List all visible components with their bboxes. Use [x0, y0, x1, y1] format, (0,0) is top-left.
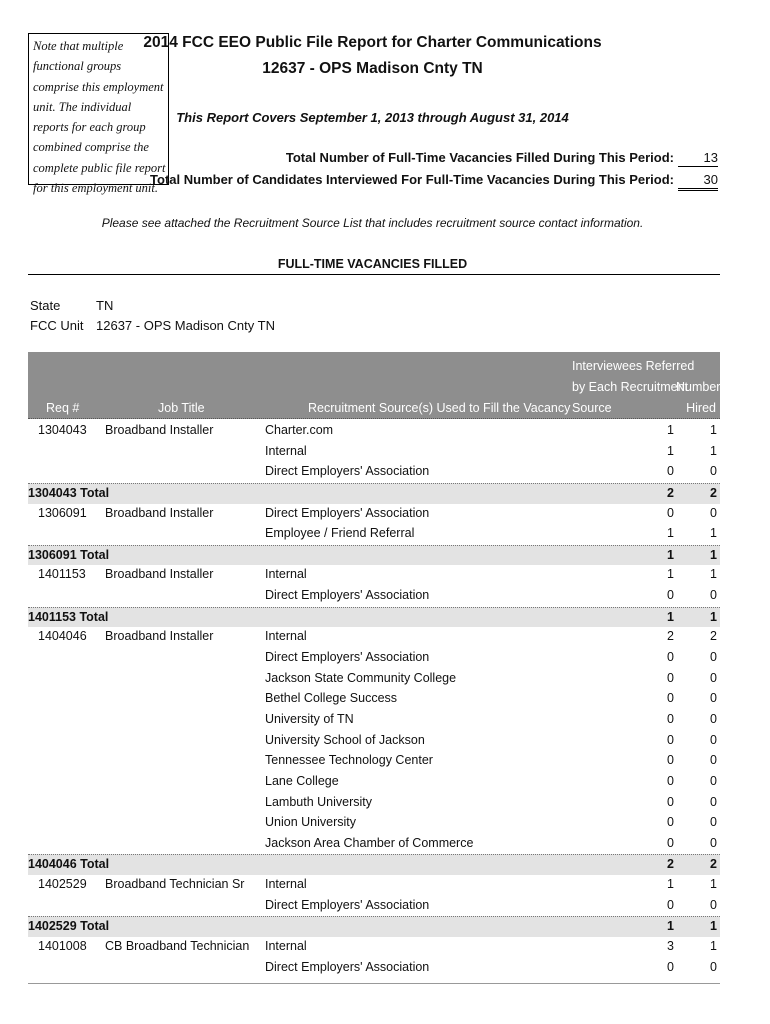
source-cell: Tennessee Technology Center: [265, 753, 433, 768]
header-hired-line1: Number: [676, 380, 721, 394]
req-total-cell: 1306091 Total: [28, 547, 110, 562]
source-cell: University School of Jackson: [265, 732, 425, 747]
header-job-title: Job Title: [158, 401, 205, 415]
hired-cell: 1: [710, 919, 717, 934]
hired-cell: 0: [710, 897, 717, 912]
job-title-cell: Broadband Technician Sr: [105, 877, 245, 892]
hired-cell: 0: [710, 835, 717, 850]
hired-cell: 1: [710, 877, 717, 892]
table-row: [28, 834, 720, 855]
section-divider: [28, 274, 720, 275]
interviewees-cell: 0: [667, 815, 674, 830]
interviewees-cell: 0: [667, 959, 674, 974]
req-cell: 1306091: [38, 505, 87, 520]
job-title-cell: Broadband Installer: [105, 423, 214, 437]
source-cell: Union University: [265, 815, 357, 830]
table-row: [28, 504, 720, 525]
header-req: Req #: [46, 401, 80, 415]
hired-cell: 0: [710, 794, 717, 809]
table-row: [28, 751, 720, 772]
header-hired-line2: Hired: [686, 401, 716, 415]
req-cell: 1402529: [38, 877, 87, 892]
interviewees-cell: 2: [667, 485, 674, 500]
interviewees-cell: 1: [667, 443, 674, 458]
interviewees-cell: 0: [667, 650, 674, 665]
source-cell: Internal: [265, 877, 307, 892]
header-recruitment-source: Recruitment Source(s) Used to Fill the Vacancy: [308, 401, 571, 415]
table-row: [28, 958, 720, 979]
report-period: This Report Covers September 1, 2013 through August 31, 2014: [176, 110, 569, 125]
candidates-value: 30: [678, 172, 718, 191]
source-cell: Direct Employers' Association: [265, 505, 430, 520]
state-label: State: [30, 298, 61, 313]
interviewees-cell: 0: [667, 464, 674, 479]
interviewees-cell: 2: [667, 629, 674, 644]
hired-cell: 2: [710, 857, 717, 872]
source-cell: Bethel College Success: [265, 691, 398, 706]
hired-cell: 1: [710, 547, 717, 562]
hired-cell: 0: [710, 815, 717, 830]
header-interviewees-line2: by Each Recruitment: [572, 380, 689, 394]
source-cell: Internal: [265, 629, 307, 644]
interviewees-cell: 0: [667, 691, 674, 706]
header-number-hired: [676, 377, 721, 419]
job-title-cell: Broadband Installer: [105, 505, 214, 520]
vacancies-value: 13: [678, 150, 718, 167]
total-row: [28, 854, 720, 875]
interviewees-cell: 0: [667, 588, 674, 603]
table-row: [28, 772, 720, 793]
hired-cell: 1: [710, 939, 717, 954]
hired-cell: 0: [710, 959, 717, 974]
hired-cell: 0: [710, 732, 717, 747]
table-row: [28, 565, 720, 586]
req-total-cell: 1304043 Total: [28, 485, 110, 500]
table-row: [28, 524, 720, 545]
source-cell: Jackson Area Chamber of Commerce: [265, 835, 474, 850]
report-title: 2014 FCC EEO Public File Report for Charter Communications: [143, 34, 602, 51]
job-title-cell: Broadband Installer: [105, 567, 214, 582]
source-cell: Direct Employers' Association: [265, 650, 430, 665]
interviewees-cell: 0: [667, 835, 674, 850]
table-row: [28, 627, 720, 648]
table-row: [28, 421, 720, 442]
table-row: [28, 937, 720, 958]
hired-cell: 2: [710, 485, 717, 500]
hired-cell: 2: [710, 629, 717, 644]
hired-cell: 0: [710, 711, 717, 726]
interviewees-cell: 1: [667, 877, 674, 892]
interviewees-cell: 0: [667, 670, 674, 685]
fcc-unit-value: 12637 - OPS Madison Cnty TN: [96, 318, 275, 333]
fcc-unit-label: FCC Unit: [30, 318, 84, 333]
source-cell: Employee / Friend Referral: [265, 526, 415, 541]
source-cell: Direct Employers' Association: [265, 897, 430, 912]
total-row: [28, 607, 720, 628]
job-title-cell: CB Broadband Technician: [105, 939, 250, 954]
table-row: [28, 442, 720, 463]
vacancies-table: [28, 421, 720, 978]
hired-cell: 0: [710, 753, 717, 768]
source-cell: Direct Employers' Association: [265, 959, 430, 974]
req-cell: 1401008: [38, 939, 87, 954]
table-row: [28, 875, 720, 896]
interviewees-cell: 1: [667, 609, 674, 624]
table-row: [28, 462, 720, 483]
total-row: [28, 545, 720, 566]
table-row: [28, 648, 720, 669]
hired-cell: 0: [710, 505, 717, 520]
interviewees-cell: 0: [667, 711, 674, 726]
table-row: [28, 793, 720, 814]
hired-cell: 0: [710, 650, 717, 665]
recruitment-note: Please see attached the Recruitment Source List that includes recruitment source contact information.: [101, 216, 644, 230]
interviewees-cell: 1: [667, 526, 674, 541]
report-subtitle: 12637 - OPS Madison Cnty TN: [262, 60, 483, 77]
source-cell: Direct Employers' Association: [265, 464, 430, 479]
table-row: [28, 689, 720, 710]
table-row: [28, 710, 720, 731]
interviewees-cell: 1: [667, 919, 674, 934]
interviewees-cell: 1: [667, 547, 674, 562]
interviewees-cell: 3: [667, 939, 674, 954]
interviewees-cell: 0: [667, 753, 674, 768]
note-box: [28, 33, 169, 196]
hired-cell: 1: [710, 609, 717, 624]
table-row: [28, 813, 720, 834]
hired-cell: 1: [710, 423, 717, 437]
hired-cell: 0: [710, 464, 717, 479]
header-interviewees-line1: Interviewees Referred: [572, 359, 695, 373]
table-row: [28, 731, 720, 752]
job-title-cell: Broadband Installer: [105, 629, 214, 644]
total-row: [28, 916, 720, 937]
hired-cell: 0: [710, 588, 717, 603]
interviewees-cell: 2: [667, 857, 674, 872]
vacancies-label: Total Number of Full-Time Vacancies Filled During This Period:: [285, 150, 674, 165]
interviewees-cell: 0: [667, 794, 674, 809]
source-cell: Internal: [265, 443, 307, 458]
table-row: [28, 896, 720, 917]
total-row: [28, 483, 720, 504]
table-row: [28, 669, 720, 690]
source-cell: Internal: [265, 567, 307, 582]
note-text: Note that multiple functional groups comprise this employment unit. The individual reports for each group combined comprise the complete public file report for this employment unit.: [33, 39, 166, 196]
req-total-cell: 1402529 Total: [28, 919, 110, 934]
hired-cell: 1: [710, 526, 717, 541]
interviewees-cell: 0: [667, 773, 674, 788]
hired-cell: 1: [710, 443, 717, 458]
hired-cell: 1: [710, 567, 717, 582]
interviewees-cell: 1: [667, 567, 674, 582]
req-cell: 1304043: [38, 423, 87, 437]
section-title: FULL-TIME VACANCIES FILLED: [277, 257, 468, 271]
source-cell: Internal: [265, 939, 307, 954]
hired-cell: 0: [710, 773, 717, 788]
source-cell: Charter.com: [265, 423, 334, 437]
header-interviewees-line3: Source: [572, 401, 612, 415]
bottom-divider: [28, 983, 720, 984]
source-cell: University of TN: [265, 711, 354, 726]
state-value: TN: [96, 298, 114, 313]
source-cell: Direct Employers' Association: [265, 588, 430, 603]
source-cell: Lambuth University: [265, 794, 372, 809]
req-total-cell: 1404046 Total: [28, 857, 110, 872]
hired-cell: 0: [710, 691, 717, 706]
interviewees-cell: 1: [667, 423, 674, 437]
interviewees-cell: 0: [667, 505, 674, 520]
table-row: [28, 586, 720, 607]
candidates-label: Total Number of Candidates Interviewed For Full-Time Vacancies During This Period:: [150, 172, 674, 187]
interviewees-cell: 0: [667, 732, 674, 747]
req-cell: 1401153: [38, 567, 86, 582]
req-total-cell: 1401153 Total: [28, 609, 109, 624]
hired-cell: 0: [710, 670, 717, 685]
source-cell: Lane College: [265, 773, 339, 788]
interviewees-cell: 0: [667, 897, 674, 912]
source-cell: Jackson State Community College: [265, 670, 457, 685]
req-cell: 1404046: [38, 629, 87, 644]
